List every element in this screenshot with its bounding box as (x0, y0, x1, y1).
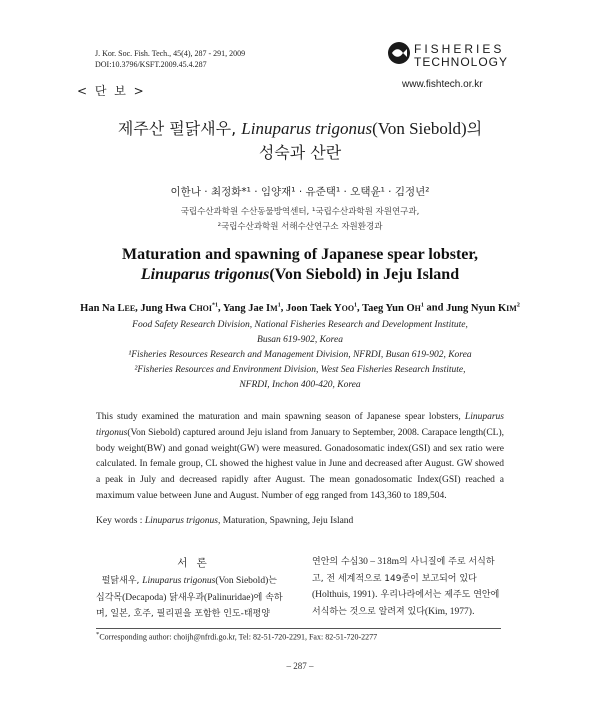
english-authors: Han Na LEE, Jung Hwa CHOI$^{*1}$, Yang Jae $IM^1$, Joon Taek YOO$^1$, Taeg Yun $OH^1$ and Jung Nyun KIM$^2$ (80, 302, 520, 314)
intro-text: 는 (268, 576, 277, 586)
english-affiliation-line: Food Safety Research Division, National Fisheries Research and Development Institute, (132, 320, 468, 330)
journal-header (95, 48, 245, 70)
intro-text: 서식하는 것으로 알려져 있다 (312, 606, 425, 617)
intro-citation: (Kim, 1977) (424, 606, 472, 617)
footnote-mark: * (96, 631, 100, 638)
author-name: Taeg Yun $OH^1$ (362, 302, 424, 314)
intro-text: 30 – 318m (358, 557, 399, 567)
korean-title (0, 117, 600, 165)
korean-title-prefix: 제주산 펄닭새우, (117, 119, 242, 138)
intro-text: (Decapoda) (122, 592, 167, 603)
korean-affiliation-line: ²국립수산과학원 서해수산연구소 자원환경과 (217, 222, 383, 232)
journal-citation: J. Kor. Soc. Fish. Tech., 45(4), 287 - 291, 2009 (95, 49, 246, 58)
intro-authority: (Von Siebold) (215, 576, 269, 586)
logo-line-2: TECHNOLOGY (414, 55, 509, 69)
intro-text: 펄닭새우, (101, 576, 143, 586)
intro-text: 의 사니질에 주로 서식하 (398, 557, 495, 567)
keywords (96, 516, 504, 526)
english-title (0, 245, 600, 285)
intro-text: 고, 전 세계적으로 149종이 보고되어 있다 (312, 573, 477, 584)
abstract-text: (Von Siebold) captured around Jeju island from January to September, 2008. Carapace length(CL), body weight(BW) and gonad weight(GW) were measured. Gonadosomatic index(GSI) and sex ratio were calculated. In female group, CL showed the highest value in June and decreased after August. GW showed a peak in July and decreased rapidly after August. The mean gonadosomatic Index(GSI) reached a maximum value between June and August. Number of egg ranged from 143,360 to 189,504. (96, 427, 504, 501)
intro-text: 닭새우과 (166, 592, 205, 603)
footnote-text: Corresponding author: choijh@nfrdi.go.kr, Tel: 82-51-720-2291, Fax: 82-51-720-2277 (99, 632, 378, 642)
korean-title-authority: (Von Siebold) (372, 119, 467, 138)
keywords-label: Key words : (96, 516, 145, 526)
intro-text: 연안의 수심 (312, 557, 359, 567)
article-type: < 단 보 > (77, 84, 146, 98)
intro-citation: (Holthuis, 1991) (312, 590, 375, 600)
intro-column-2 (312, 554, 508, 620)
page-number: – 287 – (286, 661, 314, 671)
korean-affiliations (0, 205, 600, 235)
english-title-rest: (Von Siebold) in Jeju Island (269, 266, 460, 283)
english-title-line-1: Maturation and spawning of Japanese spear lobster, (121, 246, 479, 263)
author-name: Jung Nyun KIM$^2$ (446, 302, 520, 314)
english-affiliations (0, 318, 600, 393)
intro-species: Linuparus trigonus (142, 576, 216, 586)
intro-text: . 우리나라에서는 제주도 연안에 (374, 590, 500, 600)
abstract-text: This study examined the maturation and main spawning season of Japanese spear lobsters, (96, 412, 465, 422)
english-affiliation-line: ²Fisheries Resources and Environment Division, West Sea Fisheries Research Institute, (134, 365, 466, 375)
keywords-rest: , Maturation, Spawning, Jeju Island (217, 516, 354, 526)
abstract (96, 410, 504, 505)
intro-text: 에 속하 (253, 592, 283, 603)
intro-column-1 (96, 573, 296, 623)
korean-authors: 이한나 · 최정화*¹ · 임양재¹ · 유준택¹ · 오택윤¹ · 김정년² (170, 186, 430, 198)
korean-title-suffix: 의 (466, 119, 483, 138)
english-affiliation-line: NFRDI, Inchon 400-420, Korea (239, 380, 361, 390)
abstract-species: Linuparus tirgonus (96, 412, 504, 438)
footnote-rule (96, 628, 501, 629)
english-affiliation-line: ¹Fisheries Resources Research and Management Division, NFRDI, Busan 619-902, Korea (128, 350, 472, 360)
intro-text: (Palinuridae) (204, 592, 254, 603)
journal-logo (388, 40, 518, 96)
korean-title-line-2: 성숙과 산란 (258, 143, 342, 162)
english-affiliation-line: Busan 619-902, Korea (257, 335, 343, 345)
intro-text: . (471, 606, 475, 617)
author-name: Joon Taek YOO$^1$ (285, 302, 358, 314)
journal-doi: DOI:10.3796/KSFT.2009.45.4.287 (95, 60, 207, 69)
author-name: Han Na LEE (80, 302, 136, 314)
footnote (96, 631, 377, 642)
korean-affiliation-line: 국립수산과학원 수산동물방역센터, ¹국립수산과학원 자원연구과, (180, 207, 420, 217)
korean-title-species: Linuparus trigonus (241, 119, 373, 138)
keywords-species: Linuparus trigonus (144, 516, 218, 526)
english-title-species: Linuparus trigonus (140, 266, 270, 283)
author-name: Jung Hwa CHOI$^{*1}$ (140, 302, 218, 314)
author-name: Yang Jae $IM^1$ (222, 302, 281, 314)
section-heading-introduction: 서 론 (177, 557, 210, 569)
journal-url: www.fishtech.or.kr (402, 79, 483, 90)
logo-line-1: FISHERIES (414, 42, 505, 56)
fish-logo-icon (388, 42, 410, 64)
intro-text: 며, 일본, 호주, 필리핀을 포함한 인도-태평양 (96, 609, 270, 619)
intro-text: 십각목 (96, 592, 123, 603)
